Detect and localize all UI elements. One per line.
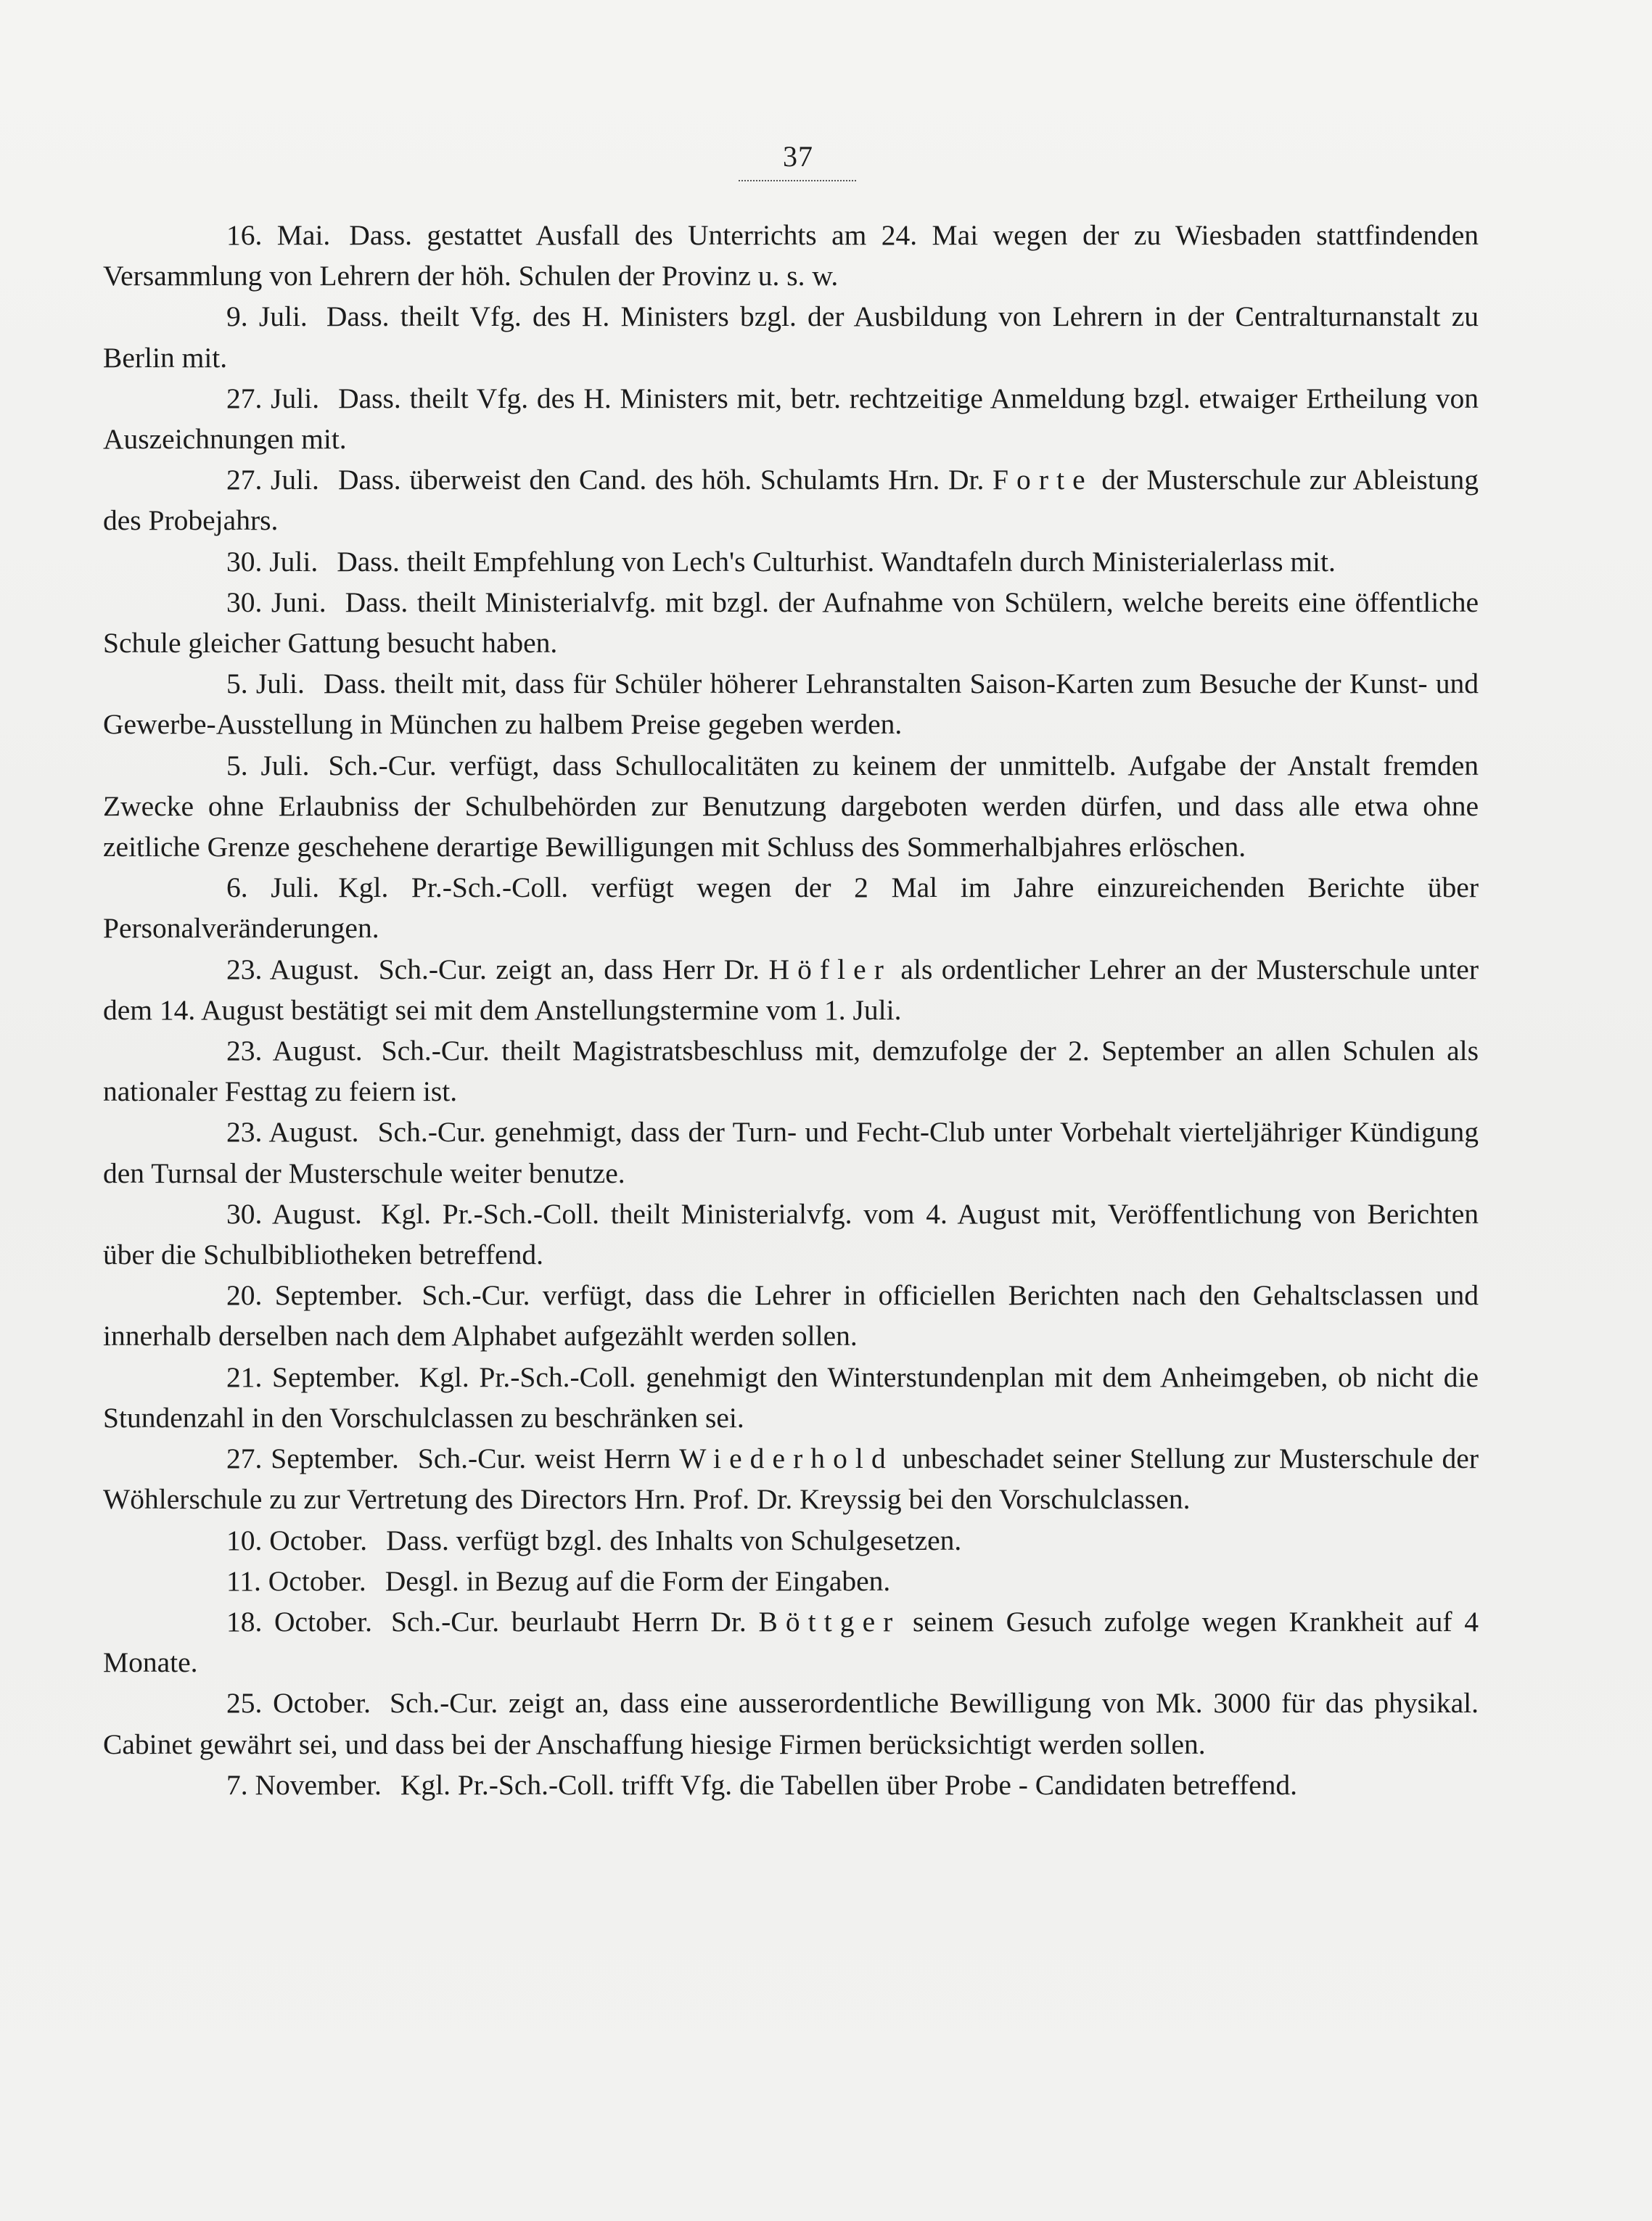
entry	[103, 949, 1479, 1030]
entry	[103, 1438, 1479, 1519]
entry	[103, 663, 1479, 744]
entry-date: 5. Juli.	[226, 749, 310, 781]
entry	[103, 378, 1479, 459]
entry	[103, 1561, 1479, 1601]
entry-date: 23. August.	[226, 1116, 359, 1149]
chronicle-entries	[103, 215, 1479, 1805]
entry-text: Kgl. Pr.-Sch.-Coll. trifft Vfg. die Tabellen über Probe - Candidaten betreffend.	[400, 1768, 1298, 1801]
entry-date: 9. Juli.	[226, 300, 308, 333]
entry	[103, 1357, 1479, 1438]
entry-date: 23. August.	[226, 1035, 363, 1067]
entry-date: 30. Juni.	[226, 586, 326, 618]
entry-text: Dass. verfügt bzgl. des Inhalts von Schulgesetzen.	[386, 1524, 962, 1556]
entry-text: Dass. theilt Vfg. des H. Ministers mit, betr. rechtzeitige Anmeldung bzgl. etwaiger Ertheilung von Auszeichnungen mit.	[103, 382, 1479, 456]
entry-date: 30. August.	[226, 1197, 362, 1230]
person-name: Kreyssig	[800, 1483, 902, 1516]
entry-date: 27. Juli.	[226, 464, 319, 496]
page-number: 37	[783, 140, 813, 173]
entry-text: Sch.-Cur. genehmigt, dass der Turn- und Fecht-Club unter Vorbehalt vierteljähriger Kündigung den Turnsal der Musterschule weiter benutze.	[103, 1116, 1479, 1189]
entry-date: 23. August.	[226, 953, 360, 985]
entry	[103, 1030, 1479, 1112]
entry-date: 27. Juli.	[226, 382, 320, 414]
entry	[103, 1520, 1479, 1561]
entry-text: Dass. theilt Ministerialvfg. mit bzgl. der Aufnahme von Schülern, welche bereits eine öffentliche Schule gleicher Gattung besucht haben.	[103, 586, 1479, 660]
entry-date: 25. October.	[226, 1687, 371, 1720]
entry-text: Kgl. Pr.-Sch.-Coll. theilt Ministerialvfg. vom 4. August mit, Veröffentlichung von Berichten über die Schulbibliotheken betreffend.	[103, 1197, 1479, 1271]
entry-text: der Musterschule zur Ableistung des Probejahrs.	[103, 464, 1479, 537]
entry	[103, 459, 1479, 541]
entry-date: 10. October.	[226, 1524, 368, 1556]
entry-text: Sch.-Cur. zeigt an, dass Herr Dr.	[378, 953, 769, 985]
entry-date: 7. November.	[226, 1768, 382, 1801]
entry	[103, 1683, 1479, 1764]
entry-date: 27. September.	[226, 1442, 399, 1475]
entry-text: Dass. theilt mit, dass für Schüler höherer Lehranstalten Saison-Karten zum Besuche der Kunst- und Gewerbe-Ausstellung in München zu halbem Preise gegeben werden.	[103, 668, 1479, 741]
entry-text: seinem Gesuch zufolge wegen Krankheit auf 4 Monate.	[103, 1605, 1479, 1679]
entry	[103, 582, 1479, 663]
entry-text: Sch.-Cur. zeigt an, dass eine ausserordentliche Bewilligung von Mk. 3000 für das physikal. Cabinet gewährt sei, und dass bei der Anschaffung hiesige Firmen berücksichtigt werden sollen.	[103, 1687, 1479, 1760]
entry-text: Sch.-Cur. weist Herrn	[417, 1442, 680, 1475]
page-number-rule	[739, 180, 856, 181]
entry	[103, 296, 1479, 377]
person-name: Höfler	[768, 953, 892, 985]
entry	[103, 1112, 1479, 1193]
entry-date: 18. October.	[226, 1605, 372, 1638]
entry	[103, 215, 1479, 296]
entry	[103, 1601, 1479, 1683]
entry	[103, 867, 1479, 948]
person-name: Böttger	[758, 1605, 901, 1638]
entry	[103, 1194, 1479, 1275]
entry-text: Sch.-Cur. verfügt, dass Schullocalitäten zu keinem der unmittelb. Aufgabe der Anstalt fremden Zwecke ohne Erlaubniss der Schulbehörden zur Benutzung dargeboten werden dürfen, und dass alle etwa ohne zeitliche Grenze geschehene derartige Bewilligungen mit Schluss des Sommerhalbjahres erlöschen.	[103, 749, 1479, 863]
entry-text: Dass. theilt Vfg. des H. Ministers bzgl. der Ausbildung von Lehrern in der Centralturnanstalt zu Berlin mit.	[103, 300, 1479, 374]
entry-text: Kgl. Pr.-Sch.-Coll. verfügt wegen der 2 Mal im Jahre einzureichenden Berichte über Personalveränderungen.	[103, 871, 1479, 945]
entry-date: 16. Mai.	[226, 219, 331, 251]
entry-text: Sch.-Cur. beurlaubt Herrn Dr.	[390, 1605, 759, 1638]
entry-date: 20. September.	[226, 1279, 403, 1312]
entry-text: Sch.-Cur. theilt Magistratsbeschluss mit, demzufolge der 2. September an allen Schulen als nationaler Festtag zu feiern ist.	[103, 1035, 1479, 1108]
person-name: Forte	[993, 464, 1093, 496]
entry	[103, 541, 1479, 582]
entry	[103, 745, 1479, 868]
entry-text: Dass. gestattet Ausfall des Unterrichts am 24. Mai wegen der zu Wiesbaden stattfindenden Versammlung von Lehrern der höh. Schulen der Provinz u. s. w.	[103, 219, 1479, 292]
entry-text: Sch.-Cur. verfügt, dass die Lehrer in officiellen Berichten nach den Gehaltsclassen und innerhalb derselben nach dem Alphabet aufgezählt werden sollen.	[103, 1279, 1479, 1352]
entry-text: unbeschadet seiner Stellung zur Musterschule der Wöhlerschule zu zur Vertretung des Directors Hrn. Prof. Dr.	[103, 1442, 1479, 1516]
entry-date: 6. Juli.	[226, 871, 320, 904]
entry-text: als ordentlicher Lehrer an der Musterschule unter dem 14. August bestätigt sei mit dem Anstellungstermine vom 1. Juli.	[103, 953, 1479, 1026]
entry-date: 11. October.	[226, 1564, 366, 1597]
entry-text: Dass. theilt Empfehlung von Lech's Culturhist. Wandtafeln durch Ministerialerlass mit.	[337, 545, 1336, 578]
entry	[103, 1765, 1479, 1805]
entry-date: 30. Juli.	[226, 545, 319, 578]
person-name: Wiederhold	[679, 1442, 894, 1475]
entry-text: Desgl. in Bezug auf die Form der Eingaben.	[385, 1564, 891, 1597]
entry-text: Kgl. Pr.-Sch.-Coll. genehmigt den Winterstundenplan mit dem Anheimgeben, ob nicht die Stundenzahl in den Vorschulclassen zu beschränken sei.	[103, 1360, 1479, 1434]
entry	[103, 1275, 1479, 1356]
entry-date: 5. Juli.	[226, 668, 305, 700]
entry-date: 21. September.	[226, 1360, 400, 1393]
entry-text: bei den Vorschulclassen.	[901, 1483, 1191, 1516]
entry-text: Dass. überweist den Cand. des höh. Schulamts Hrn. Dr.	[337, 464, 993, 496]
